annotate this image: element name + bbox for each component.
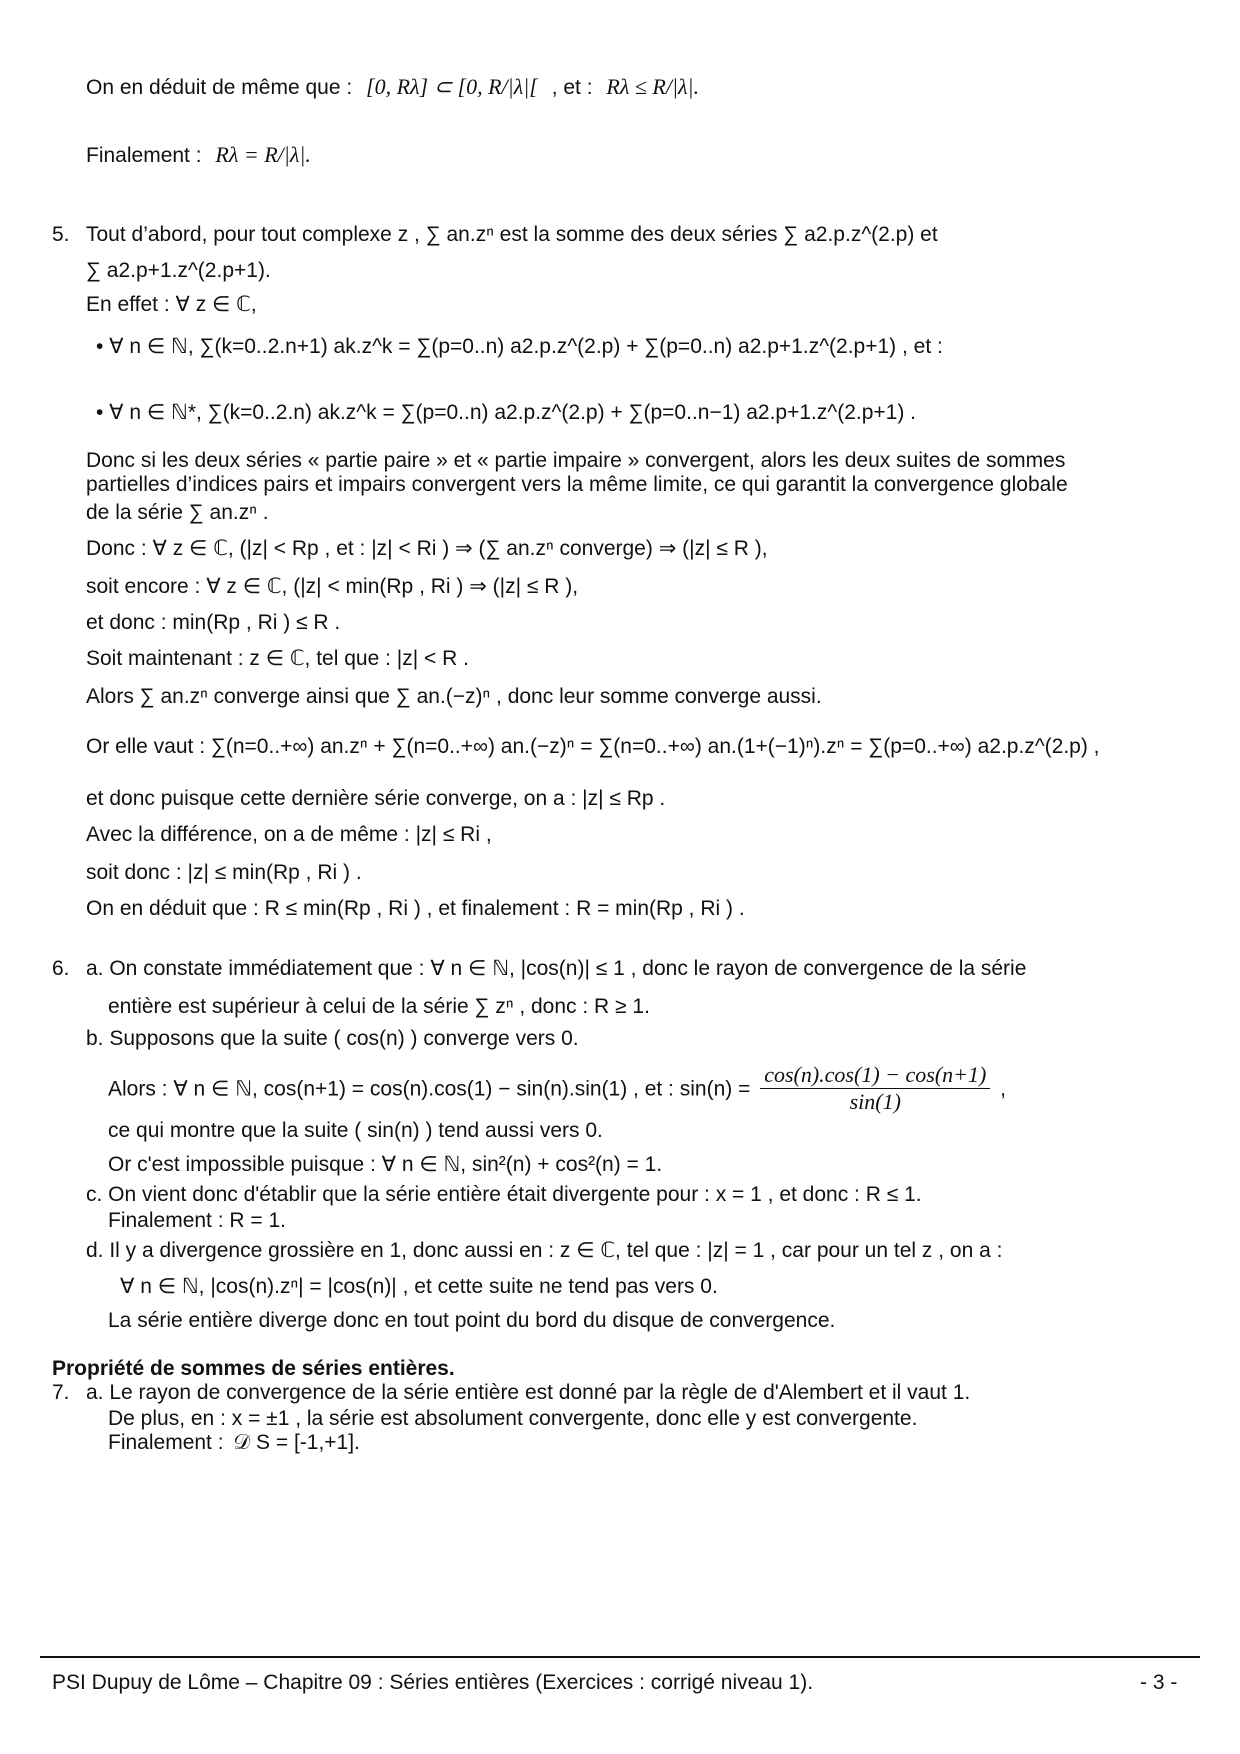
q7-number: 7. <box>52 1381 70 1404</box>
p4-line2-math: Rλ = R/|λ|. <box>215 142 311 167</box>
q5-line-4: • ∀ n ∈ ℕ, ∑(k=0..2.n+1) ak.z^k = ∑(p=0..n) a2.p.z^(2.p) + ∑(p=0..n) a2.p+1.z^(2.p+1) , et : <box>96 335 943 358</box>
q5-line-14: Or elle vaut : ∑(n=0..+∞) an.zⁿ + ∑(n=0..+∞) an.(−z)ⁿ = ∑(n=0..+∞) an.(1+(−1)ⁿ).zⁿ = ∑(p=0..+∞) a2.p.z^(2.p) , <box>86 735 1100 758</box>
q6-d-line-3: La série entière diverge donc en tout point du bord du disque de convergence. <box>108 1309 836 1332</box>
p4-line1-math2: Rλ ≤ R/|λ|. <box>606 74 700 99</box>
q6-b-line-3: ce qui montre que la suite ( sin(n) ) tend aussi vers 0. <box>108 1119 603 1142</box>
q5-line-13: Alors ∑ an.zⁿ converge ainsi que ∑ an.(−z)ⁿ , donc leur somme converge aussi. <box>86 685 822 708</box>
footer-rule <box>40 1656 1200 1658</box>
q7-a-line-1: a. Le rayon de convergence de la série entière est donné par la règle de d'Alembert et il vaut 1. <box>86 1381 971 1404</box>
q6-number: 6. <box>52 957 70 980</box>
q6-a-line-2: entière est supérieur à celui de la série ∑ zⁿ , donc : R ≥ 1. <box>108 995 650 1018</box>
q6-b-line-4: Or c'est impossible puisque : ∀ n ∈ ℕ, sin²(n) + cos²(n) = 1. <box>108 1153 663 1176</box>
q5-line-18: On en déduit que : R ≤ min(Rp , Ri ) , et finalement : R = min(Rp , Ri ) . <box>86 897 745 920</box>
q5-line-16: Avec la différence, on a de même : |z| ≤ Ri , <box>86 823 492 846</box>
p4-line2-text: Finalement : <box>86 144 202 167</box>
p4-line1 <box>86 74 699 100</box>
q5-line-10: soit encore : ∀ z ∈ ℂ, (|z| < min(Rp , Ri ) ⇒ (|z| ≤ R ), <box>86 575 579 598</box>
q6-b-fraction-denominator: sin(1) <box>849 1089 901 1115</box>
q5-line-15: et donc puisque cette dernière série converge, on a : |z| ≤ Rp . <box>86 787 666 810</box>
footer-page-number: - 3 - <box>1140 1671 1178 1694</box>
q6-b-line-2-text: Alors : ∀ n ∈ ℕ, cos(n+1) = cos(n).cos(1) − sin(n).sin(1) , et : sin(n) = <box>108 1077 751 1101</box>
q5-line-8: de la série ∑ an.zⁿ . <box>86 501 269 524</box>
q6-c-line-1: c. On vient donc d'établir que la série entière était divergente pour : x = 1 , et donc : R ≤ 1. <box>86 1183 922 1206</box>
q6-a-line-1: a. On constate immédiatement que : ∀ n ∈ ℕ, |cos(n)| ≤ 1 , donc le rayon de convergence de la série <box>86 957 1027 980</box>
q5-line-9: Donc : ∀ z ∈ ℂ, (|z| < Rp , et : |z| < Ri ) ⇒ (∑ an.zⁿ converge) ⇒ (|z| ≤ R ), <box>86 537 768 560</box>
q6-b-fraction-numerator: cos(n).cos(1) − cos(n+1) <box>760 1062 990 1089</box>
q6-c-line-2: Finalement : R = 1. <box>108 1209 286 1232</box>
q6-b-line-2 <box>108 1062 1006 1116</box>
q5-line-11: et donc : min(Rp , Ri ) ≤ R . <box>86 611 341 634</box>
q5-line-5: • ∀ n ∈ ℕ*, ∑(k=0..2.n) ak.z^k = ∑(p=0..n) a2.p.z^(2.p) + ∑(p=0..n−1) a2.p+1.z^(2.p+1) . <box>96 401 917 424</box>
q6-d-line-2: ∀ n ∈ ℕ, |cos(n).zⁿ| = |cos(n)| , et cette suite ne tend pas vers 0. <box>120 1275 718 1298</box>
p4-line1-math1: [0, Rλ] ⊂ [0, R/|λ|[ <box>366 74 538 99</box>
q7-a-line-3-math: 𝒟 S = [-1,+1]. <box>233 1431 360 1454</box>
p4-line1-text: On en déduit de même que : <box>86 76 353 99</box>
q6-b-line-2-end: , <box>1000 1077 1007 1101</box>
q5-line-1: Tout d’abord, pour tout complexe z , ∑ an.zⁿ est la somme des deux séries ∑ a2.p.z^(2.p) et <box>86 223 938 246</box>
q5-line-2: ∑ a2.p+1.z^(2.p+1). <box>86 259 271 282</box>
q5-line-3: En effet : ∀ z ∈ ℂ, <box>86 293 257 316</box>
q5-line-7: partielles d’indices pairs et impairs convergent vers la même limite, ce qui garantit la convergence globale <box>86 473 1068 496</box>
q7-a-line-2: De plus, en : x = ±1 , la série est absolument convergente, donc elle y est convergente. <box>108 1407 918 1430</box>
q7-a-line-3 <box>108 1430 360 1455</box>
q6-d-line-1: d. Il y a divergence grossière en 1, donc aussi en : z ∈ ℂ, tel que : |z| = 1 , car pour un tel z , on a : <box>86 1239 1003 1262</box>
footer-left: PSI Dupuy de Lôme – Chapitre 09 : Séries entières (Exercices : corrigé niveau 1). <box>52 1671 814 1694</box>
q7-a-line-3-prefix: Finalement : <box>108 1431 224 1454</box>
q5-line-17: soit donc : |z| ≤ min(Rp , Ri ) . <box>86 861 362 884</box>
q6-b-fraction <box>760 1062 990 1116</box>
p4-line1-sep: , et : <box>551 76 593 99</box>
section-title: Propriété de sommes de séries entières. <box>52 1357 455 1380</box>
q6-b-line-1: b. Supposons que la suite ( cos(n) ) converge vers 0. <box>86 1027 579 1050</box>
q5-line-12: Soit maintenant : z ∈ ℂ, tel que : |z| < R . <box>86 647 469 670</box>
q5-number: 5. <box>52 223 70 246</box>
q5-line-6: Donc si les deux séries « partie paire » et « partie impaire » convergent, alors les deux suites de sommes <box>86 449 1066 472</box>
p4-line2 <box>86 142 311 168</box>
